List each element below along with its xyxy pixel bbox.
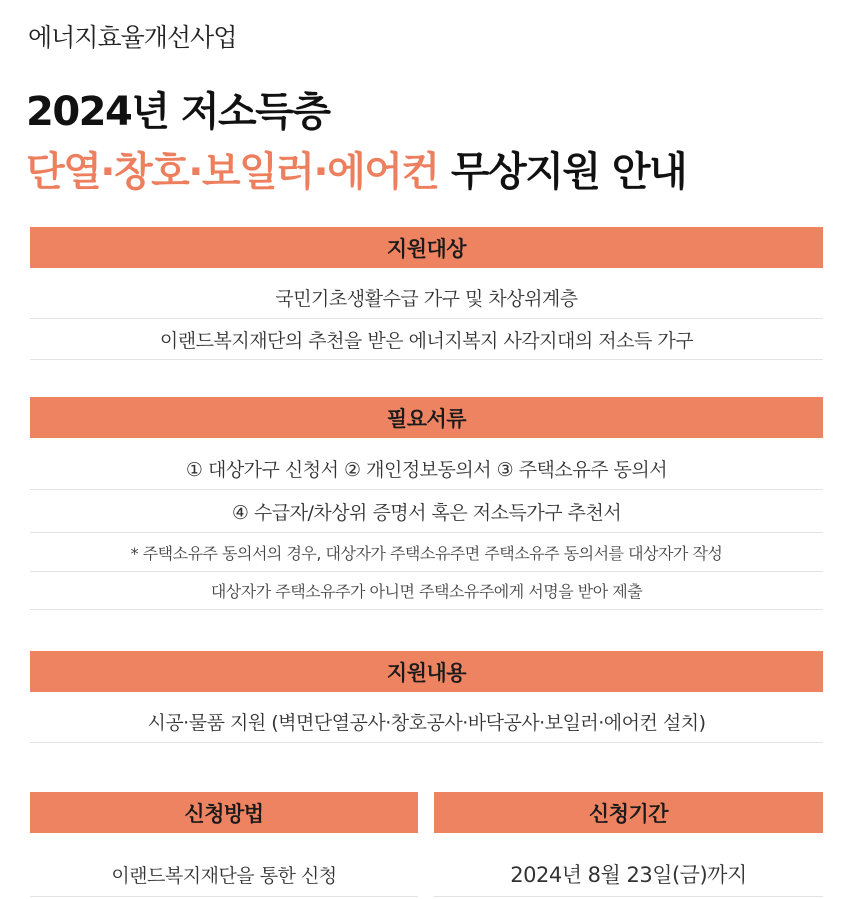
section-heading-method: 신청방법: [30, 792, 418, 833]
title-highlight: 단열·창호·보일러·에어컨: [26, 149, 439, 195]
documents-note-2: 대상자가 주택소유주가 아니면 주택소유주에게 서명을 받아 제출: [30, 572, 823, 610]
documents-item-2: ④ 수급자/차상위 증명서 혹은 저소득가구 추천서: [30, 490, 823, 533]
documents-note-1: * 주택소유주 동의서의 경우, 대상자가 주택소유주면 주택소유주 동의서를 대상자가 작성: [30, 533, 823, 572]
program-name: 에너지효율개선사업: [28, 23, 237, 52]
section-heading-content: 지원내용: [30, 651, 823, 692]
title-rest: 무상지원 안내: [438, 149, 687, 195]
section-heading-target: 지원대상: [30, 227, 823, 268]
target-item-2: 이랜드복지재단의 추천을 받은 에너지복지 사각지대의 저소득 가구: [30, 319, 823, 360]
content-item-1: 시공·물품 지원 (벽면단열공사·창호공사·바닥공사·보일러·에어컨 설치): [30, 700, 823, 743]
documents-item-1: ① 대상가구 신청서 ② 개인정보동의서 ③ 주택소유주 동의서: [30, 448, 823, 490]
period-value: 2024년 8월 23일(금)까지: [434, 852, 823, 897]
page-title-line1: 2024년 저소득층: [26, 89, 330, 135]
section-heading-documents: 필요서류: [30, 397, 823, 438]
method-value: 이랜드복지재단을 통한 신청: [30, 852, 418, 897]
target-item-1: 국민기초생활수급 가구 및 차상위계층: [30, 276, 823, 319]
section-heading-period: 신청기간: [434, 792, 823, 833]
page-title-line2: [26, 140, 686, 197]
